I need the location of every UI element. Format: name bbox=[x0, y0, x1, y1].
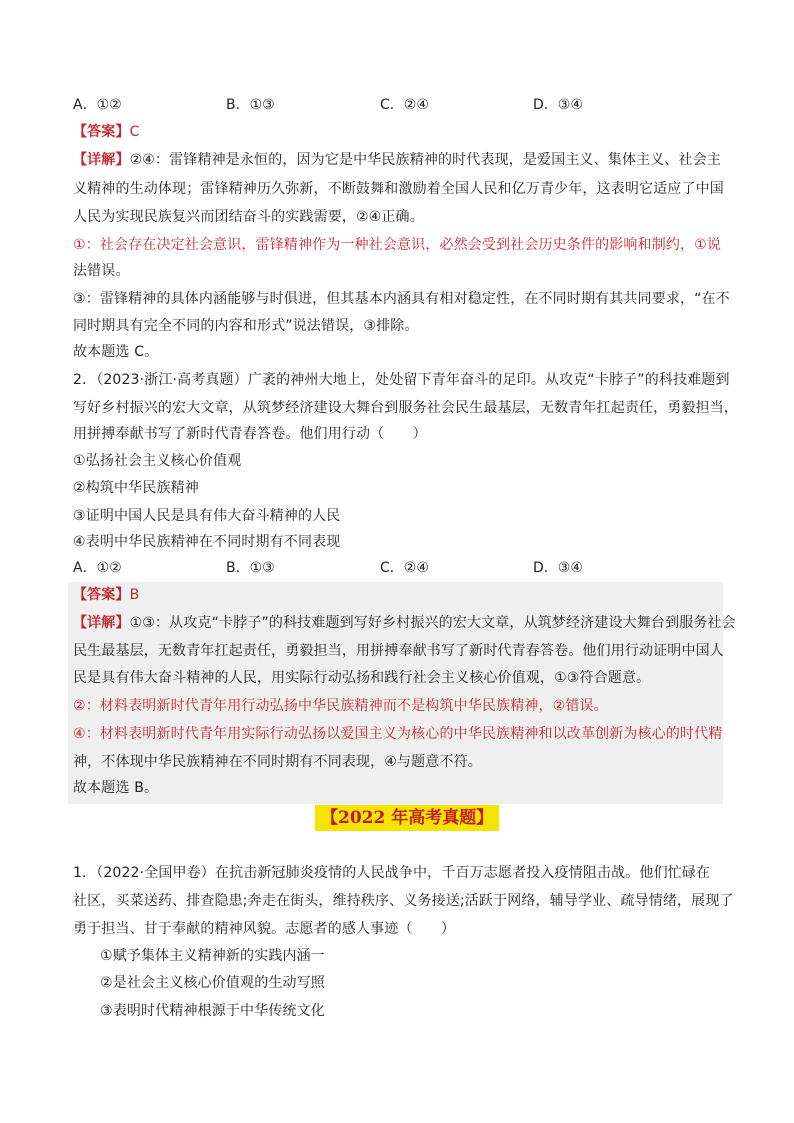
q2-item-2: ②构筑中华民族精神 bbox=[73, 480, 199, 496]
q1-detail-line-1 bbox=[73, 151, 723, 169]
q2-answer-label: 【答案】 bbox=[73, 587, 130, 603]
q2-detail-line-7: 故本题选 B。 bbox=[73, 780, 159, 796]
q1-options bbox=[73, 96, 723, 114]
q2-answer-value: B bbox=[129, 587, 140, 603]
q1-detail-line-3: 人民为实现民族复兴而团结奋斗的实践需要，②④正确。 bbox=[73, 209, 424, 225]
q1-detail-label: 【详解】 bbox=[73, 152, 130, 168]
q1-detail-line-2: 义精神的生动体现；雷锋精神历久弥新，不断鼓舞和激励着全国人民和亿万青少年，这表明它适应了中国 bbox=[73, 181, 724, 197]
q2-detail-line-5: ④：材料表明新时代青年用实际行动弘扬以爱国主义为核心的中华民族精神和以改革创新为核心的时代精 bbox=[73, 726, 723, 742]
q2-stem-line-3: 用拼搏奉献书写了新时代青春答卷。他们用行动（ ） bbox=[73, 426, 427, 442]
q1-answer-line bbox=[73, 123, 723, 141]
q3-item-3: ③表明时代精神根源于中华传统文化 bbox=[100, 1003, 325, 1019]
q3-stem-line-3: 勇于担当、甘于奉献的精神风貌。志愿者的感人事迹（ ） bbox=[73, 921, 456, 937]
q3-item-2: ②是社会主义核心价值观的生动写照 bbox=[100, 975, 325, 991]
q2-detail-line-1 bbox=[73, 614, 736, 632]
q2-detail-line-3: 民是具有伟大奋斗精神的人民，用实际行动弘扬和践行社会主义核心价值观，①③符合题意。 bbox=[73, 670, 651, 686]
q2-detail-line-2: 民生最基层，无数青年扛起责任，勇毅担当，用拼搏奉献书写了新时代青春答卷。他们用行动证明中国人 bbox=[73, 643, 724, 659]
q2-detail-text-1: ①③：从攻克“卡脖子”的科技难题到写好乡村振兴的宏大文章，从筑梦经济建设大舞台到服务社会 bbox=[129, 615, 736, 631]
q2-option-a: A．①② bbox=[73, 560, 122, 576]
q1-detail-text-1: ②④：雷锋精神是永恒的，因为它是中华民族精神的时代表现，是爱国主义、集体主义、社会主 bbox=[129, 152, 722, 168]
q2-item-1: ①弘扬社会主义核心价值观 bbox=[73, 453, 242, 469]
q2-detail-label: 【详解】 bbox=[73, 615, 130, 631]
q1-option-d: D．③④ bbox=[533, 97, 583, 113]
q2-stem-line-2: 写好乡村振兴的宏大文章，从筑梦经济建设大舞台到服务社会民生最基层，无数青年扛起责任，勇毅担当， bbox=[73, 400, 739, 416]
q2-options bbox=[73, 559, 723, 577]
q2-option-b: B．①③ bbox=[226, 560, 275, 576]
q2-stem-line-1: 2．（2023·浙江·高考真题）广袤的神州大地上，处处留下青年奋斗的足印。从攻克“卡脖子”的科技难题到 bbox=[73, 372, 730, 388]
q2-detail-line-4: ②：材料表明新时代青年用行动弘扬中华民族精神而不是构筑中华民族精神，②错误。 bbox=[73, 698, 608, 714]
q3-item-1: ①赋予集体主义精神新的实践内涵一 bbox=[100, 948, 325, 964]
q2-option-d: D．③④ bbox=[533, 560, 583, 576]
q1-answer-label: 【答案】 bbox=[73, 124, 130, 140]
q1-detail-line-5: 法错误。 bbox=[73, 263, 130, 279]
q1-detail-line-7: 同时期具有完全不同的内容和形式”说法错误，③排除。 bbox=[73, 318, 419, 334]
q2-option-c: C．②④ bbox=[380, 560, 429, 576]
q2-item-3: ③证明中国人民是具有伟大奋斗精神的人民 bbox=[73, 508, 341, 524]
q1-detail-line-8: 故本题选 C。 bbox=[73, 344, 159, 360]
q1-detail-line-4: ①：社会存在决定社会意识，雷锋精神作为一种社会意识，必然会受到社会历史条件的影响和制约，①说 bbox=[73, 237, 721, 253]
q3-stem-line-2: 社区，买菜送药、排查隐患;奔走在街头，维持秩序、义务接送;活跃于网络，辅导学业、疏导情绪，展现了 bbox=[73, 893, 734, 909]
q1-option-b: B．①③ bbox=[226, 97, 275, 113]
q2-answer-line bbox=[73, 586, 723, 604]
section-title-2022: 【2022 年高考真题】 bbox=[315, 805, 499, 831]
q3-stem-line-1: 1．（2022·全国甲卷）在抗击新冠肺炎疫情的人民战争中，千百万志愿者投入疫情阻击战。他们忙碌在 bbox=[73, 865, 711, 881]
q2-item-4: ④表明中华民族精神在不同时期有不同表现 bbox=[73, 534, 341, 550]
q1-detail-line-6: ③：雷锋精神的具体内涵能够与时俱进，但其基本内涵具有相对稳定性，在不同时期有其共同要求，“在不 bbox=[73, 291, 730, 307]
q1-answer-value: C bbox=[129, 124, 140, 140]
q1-option-a: A．①② bbox=[73, 97, 122, 113]
q1-option-c: C．②④ bbox=[380, 97, 429, 113]
q2-detail-line-6: 神，不体现中华民族精神在不同时期有不同表现，④与题意不符。 bbox=[73, 754, 482, 770]
